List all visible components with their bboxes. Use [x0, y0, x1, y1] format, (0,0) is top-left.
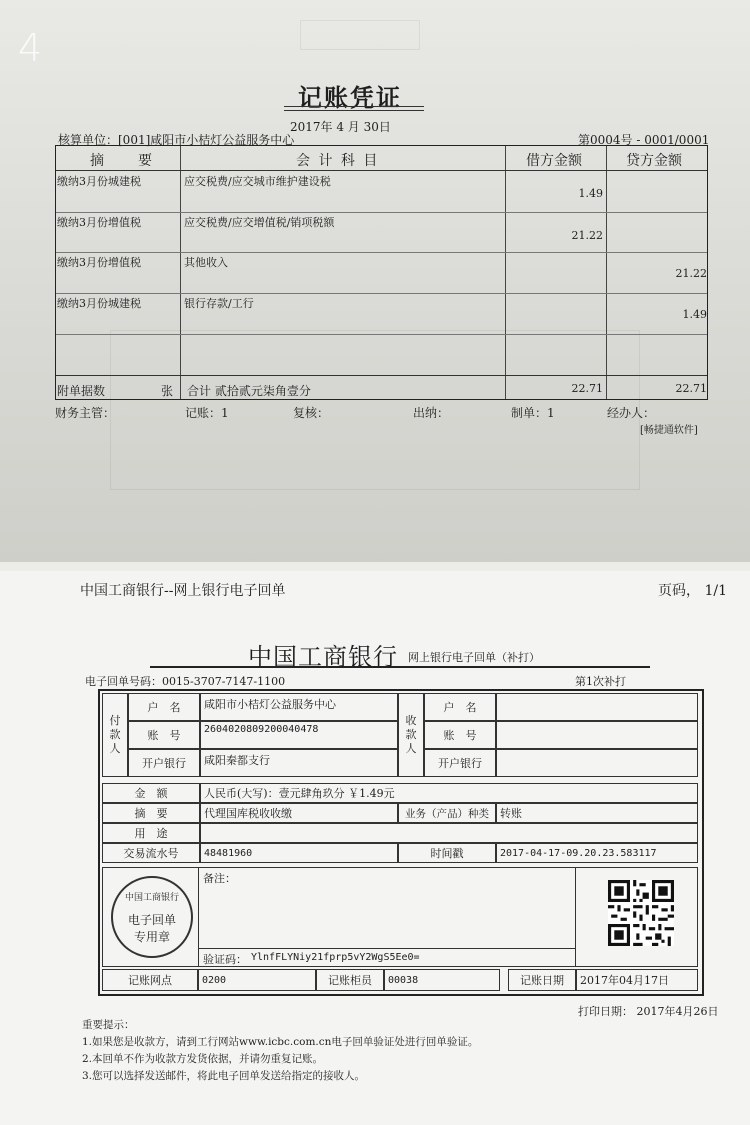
business-type-label: 业务（产品）种类: [398, 803, 496, 823]
row-debit: 1.49: [578, 187, 603, 200]
payer-bank-label: 开户银行: [128, 749, 200, 777]
timestamp-label: 时间戳: [398, 843, 496, 863]
photo-number: 4: [18, 26, 43, 70]
supervisor-label: 财务主管：: [55, 406, 116, 420]
receipt-subtitle: 网上银行电子回单（补打）: [408, 651, 540, 664]
receipt-serial: 电子回单号码：0015-3707-7147-1100: [85, 675, 286, 688]
receipt-header: 中国工商银行--网上银行电子回单: [80, 583, 286, 599]
voucher-title: 记账凭证: [298, 83, 402, 112]
title-rule: [150, 666, 650, 668]
verify-code: YlnfFLYNiy21fprp5vY2WgS5Ee0=: [251, 952, 420, 963]
row-summary: 缴纳3月份城建税: [57, 175, 141, 188]
voucher-photo: [0, 0, 750, 562]
txn-no-value: 48481960: [200, 843, 398, 863]
row-divider: [56, 293, 707, 294]
bookkeeper-label: 记账：1: [185, 406, 229, 420]
bank-name: 中国工商银行: [248, 643, 398, 671]
header-credit: 贷方金额: [626, 153, 682, 169]
amount-label: 金 额: [102, 783, 200, 803]
cashier-label: 出纳：: [413, 406, 450, 420]
row-divider: [56, 334, 707, 335]
column-divider: [505, 146, 506, 399]
important-notes: [82, 1017, 478, 1085]
payee-account-label: 账 号: [424, 721, 496, 749]
row-credit: 1.49: [682, 308, 707, 321]
bleed-through-ghost: [300, 20, 420, 50]
payer-name-label: 户 名: [128, 693, 200, 721]
attachments-label: 附单据数: [57, 384, 106, 398]
page-number: 页码， 1/1: [658, 583, 727, 599]
row-account: 应交税费/应交增值税/销项税额: [184, 216, 335, 229]
purpose-label: 用 途: [102, 823, 200, 843]
bank-stamp: [111, 876, 193, 958]
attachments-unit: 张: [161, 384, 174, 398]
date-label: 记账日期: [508, 969, 576, 991]
title-double-underline: [284, 106, 424, 111]
stamp-line-2: 专用章: [133, 930, 170, 944]
row-divider: [56, 375, 707, 376]
reviewer-label: 复核：: [293, 406, 330, 420]
reprint-count: 第1次补打: [575, 675, 626, 688]
remark-label: 备注：: [203, 872, 236, 885]
txn-no-label: 交易流水号: [102, 843, 200, 863]
timestamp-value: 2017-04-17-09.20.23.583117: [496, 843, 698, 863]
qr-box: [575, 868, 699, 966]
column-divider: [606, 146, 607, 399]
voucher-date: 2017年 4 月 30日: [290, 120, 391, 134]
verify-row: [199, 948, 575, 966]
header-account: 会 计 科 目: [296, 153, 380, 169]
qr-code-icon: [608, 880, 674, 946]
amount-value: 人民币(大写)：壹元肆角玖分 ￥1.49元: [200, 783, 698, 803]
voucher-unit: 核算单位：[001]咸阳市小桔灯公益服务中心: [58, 133, 295, 147]
verify-label: 验证码：: [203, 953, 247, 966]
row-summary: 缴纳3月份增值税: [57, 256, 141, 269]
payee-bank: [496, 749, 698, 777]
total-in-words: 合计 贰拾贰元柒角壹分: [187, 384, 311, 398]
receipt-table: [98, 689, 704, 996]
note-item: 1.如果您是收款方，请到工行网站www.icbc.com.cn电子回单验证处进行回单验证。: [82, 1036, 479, 1048]
payee-side-label: 收款人: [398, 693, 424, 777]
payer-account-label: 账 号: [128, 721, 200, 749]
row-summary: 缴纳3月份城建税: [57, 297, 141, 310]
stamp-bank-text: 中国工商银行: [124, 893, 179, 903]
teller-value: 00038: [384, 969, 500, 991]
software-tag: [畅捷通软件]: [640, 425, 698, 436]
payee-account: [496, 721, 698, 749]
branch-label: 记账网点: [102, 969, 198, 991]
voucher-signatures: [55, 404, 715, 422]
cut-edge: [0, 562, 750, 571]
row-divider: [56, 170, 707, 171]
payee-name-label: 户 名: [424, 693, 496, 721]
purpose-value: [200, 823, 698, 843]
receipt-photo: [0, 562, 750, 1125]
print-date: 打印日期： 2017年4月26日: [578, 1005, 719, 1018]
payee-name: [496, 693, 698, 721]
date-value: 2017年04月17日: [576, 969, 698, 991]
stamp-box: [103, 868, 199, 966]
payer-account: 2604020809200040478: [200, 721, 398, 749]
row-account: 银行存款/工行: [184, 297, 254, 310]
row-summary: 缴纳3月份增值税: [57, 216, 141, 229]
header-debit: 借方金额: [526, 153, 582, 169]
payee-bank-label: 开户银行: [424, 749, 496, 777]
notes-title: 重要提示：: [82, 1019, 135, 1031]
row-account: 其他收入: [184, 256, 228, 269]
header-summary: 摘 要: [90, 153, 154, 169]
note-item: 3.您可以选择发送邮件，将此电子回单发送给指定的接收人。: [82, 1070, 366, 1082]
handler-label: 经办人：: [607, 406, 656, 420]
row-divider: [56, 252, 707, 253]
remark-area: [102, 867, 698, 967]
teller-label: 记账柜员: [316, 969, 384, 991]
note-item: 2.本回单不作为收款方发货依据，并请勿重复记账。: [82, 1053, 324, 1065]
payer-name: 咸阳市小桔灯公益服务中心: [200, 693, 398, 721]
voucher-number: 第0004号 - 0001/0001: [578, 133, 710, 147]
total-credit: 22.71: [675, 382, 707, 395]
summary-value: 代理国库税收收缴: [200, 803, 398, 823]
column-divider: [180, 146, 181, 399]
row-credit: 21.22: [675, 267, 707, 280]
voucher-table: [55, 145, 708, 400]
row-account: 应交税费/应交城市维护建设税: [184, 175, 331, 188]
total-debit: 22.71: [571, 382, 603, 395]
business-type-value: 转账: [496, 803, 698, 823]
row-divider: [56, 212, 707, 213]
payer-bank: 咸阳秦都支行: [200, 749, 398, 777]
row-debit: 21.22: [571, 229, 603, 242]
preparer-label: 制单：1: [511, 406, 555, 420]
branch-value: 0200: [198, 969, 316, 991]
payer-side-label: 付款人: [102, 693, 128, 777]
stamp-line-1: 电子回单: [127, 913, 176, 927]
summary-label: 摘 要: [102, 803, 200, 823]
